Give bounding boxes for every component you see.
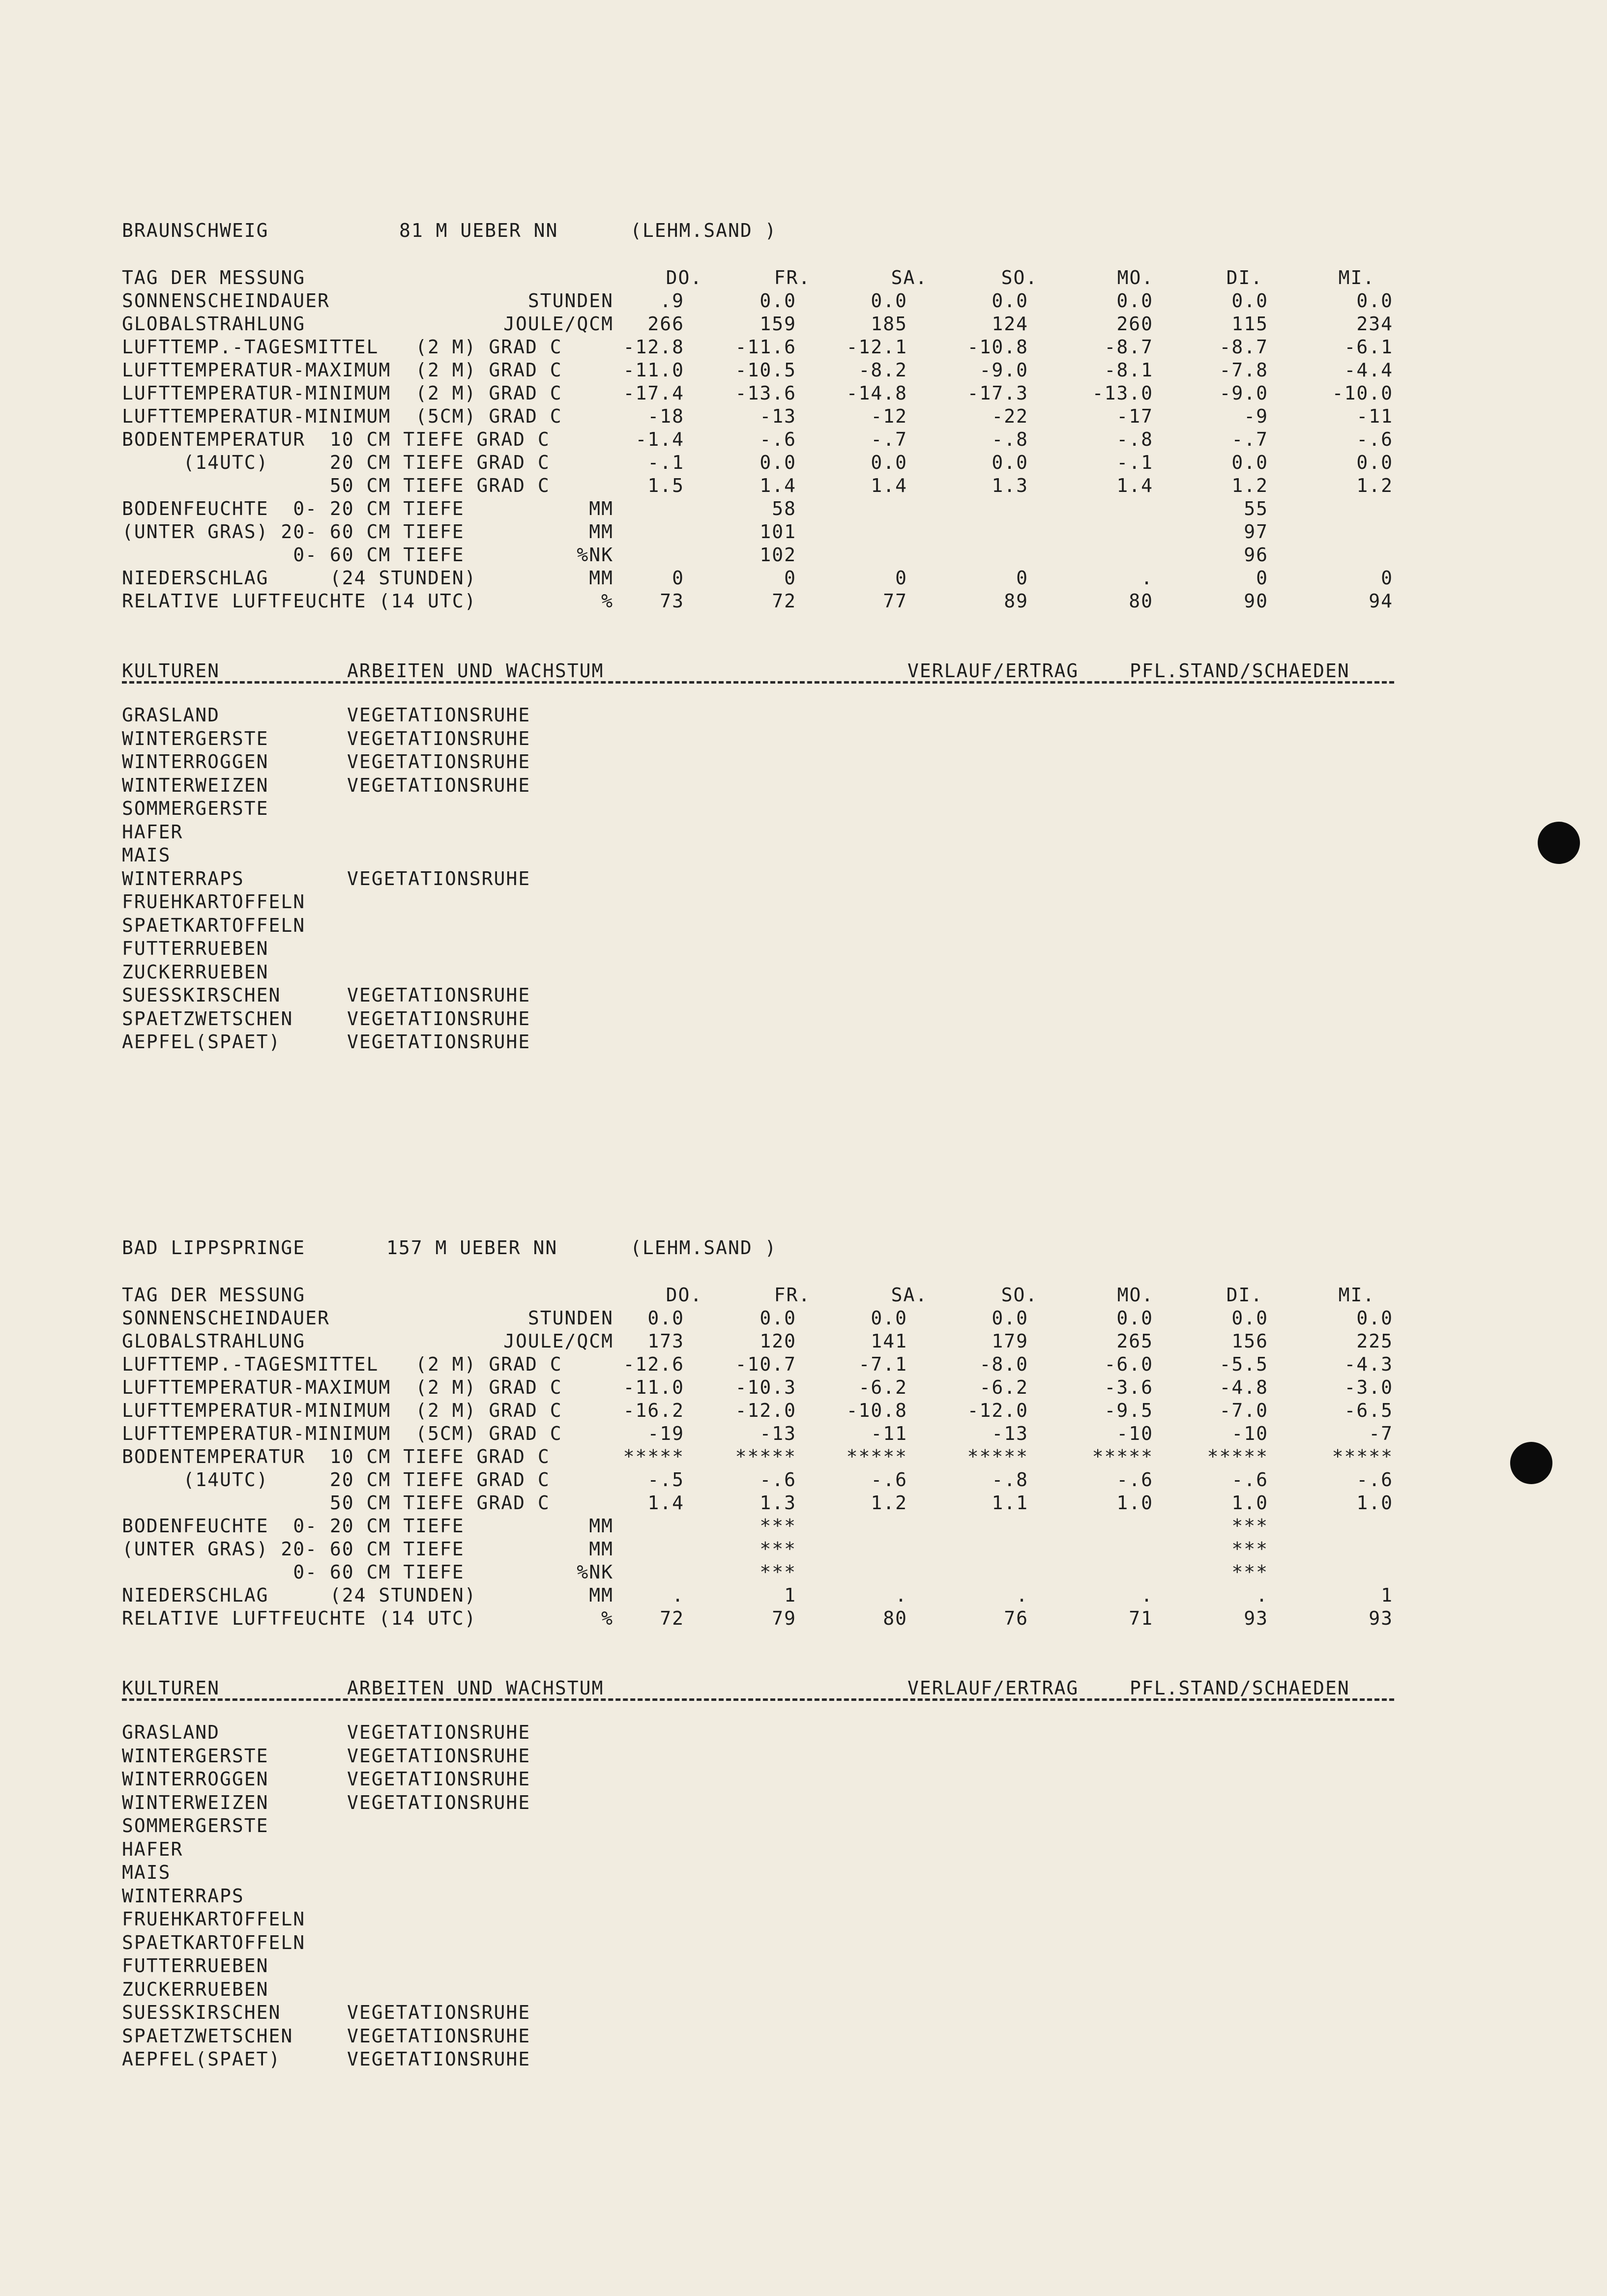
table-cell: 72	[660, 1607, 684, 1629]
row-label: 50 CM TIEFE GRAD C	[122, 475, 550, 496]
crop-name: SUESSKIRSCHEN	[122, 984, 281, 1006]
table-cell: -5.5	[1219, 1353, 1268, 1375]
day-header: SO.	[1001, 267, 1038, 288]
table-cell: 79	[772, 1607, 796, 1629]
table-cell: -4.3	[1344, 1353, 1393, 1375]
table-cell: ***	[1231, 1538, 1268, 1560]
table-cell: -11.0	[623, 1377, 684, 1398]
table-cell: -18	[647, 405, 684, 427]
row-label: SONNENSCHEINDAUER	[122, 290, 330, 312]
row-unit: MM	[589, 498, 614, 519]
table-cell: -.5	[647, 1469, 684, 1491]
table-cell: 1	[784, 1584, 796, 1606]
crop-status: VEGETATIONSRUHE	[347, 704, 531, 726]
table-cell: 0	[1381, 567, 1393, 589]
crop-name: WINTERRAPS	[122, 1885, 244, 1907]
row-unit: MM	[589, 567, 614, 589]
row-unit: STUNDEN	[527, 290, 614, 312]
table-cell: 73	[660, 590, 684, 612]
table-cell: -1.4	[635, 429, 684, 450]
table-cell: -14.8	[846, 382, 907, 404]
crop-status: VEGETATIONSRUHE	[347, 727, 531, 749]
table-cell: 0.0	[760, 290, 796, 312]
row-label: GLOBALSTRAHLUNG	[122, 1330, 306, 1352]
table-cell: 156	[1231, 1330, 1268, 1352]
row-label: BODENTEMPERATUR 10 CM TIEFE GRAD C	[122, 429, 550, 450]
table-cell: 1.0	[1356, 1492, 1393, 1514]
row-label: RELATIVE LUFTFEUCHTE (14 UTC)	[122, 1607, 477, 1629]
table-cell: -3.6	[1104, 1377, 1153, 1398]
dashed-separator	[122, 681, 1394, 684]
table-cell: -10.5	[735, 359, 796, 381]
crop-name: MAIS	[122, 1862, 171, 1883]
station-name: BRAUNSCHWEIG	[122, 220, 269, 241]
row-label: (UNTER GRAS) 20- 60 CM TIEFE	[122, 521, 465, 543]
table-cell: -19	[647, 1423, 684, 1444]
table-cell: 101	[760, 521, 796, 543]
crop-name: SPAETKARTOFFELN	[122, 1931, 306, 1953]
table-cell: -9	[1244, 405, 1268, 427]
table-cell: 0	[672, 567, 684, 589]
table-cell: .	[1016, 1584, 1028, 1606]
day-header: FR.	[774, 267, 811, 288]
table-cell: -13.6	[735, 382, 796, 404]
table-cell: -22	[992, 405, 1028, 427]
table-cell: 96	[1244, 544, 1268, 566]
table-cell: *****	[1207, 1446, 1268, 1467]
day-header: SA.	[891, 1284, 928, 1306]
table-cell: -.6	[1356, 1469, 1393, 1491]
crops-header-verlauf: VERLAUF/ERTRAG	[907, 1677, 1079, 1699]
table-cell: 77	[883, 590, 907, 612]
table-cell: 1.2	[1356, 475, 1393, 496]
day-header: SA.	[891, 267, 928, 288]
table-cell: 141	[871, 1330, 907, 1352]
table-cell: *****	[1332, 1446, 1393, 1467]
table-cell: 93	[1244, 1607, 1268, 1629]
table-cell: .	[672, 1584, 684, 1606]
crops-header-kulturen: KULTUREN	[122, 1677, 220, 1699]
table-cell: -.6	[760, 1469, 796, 1491]
day-header: DI.	[1226, 1284, 1263, 1306]
table-cell: -.8	[1116, 429, 1153, 450]
table-cell: -8.7	[1219, 336, 1268, 358]
table-cell: -8.7	[1104, 336, 1153, 358]
crop-name: FRUEHKARTOFFELN	[122, 1908, 306, 1930]
crops-header-arbeiten: ARBEITEN UND WACHSTUM	[347, 660, 604, 682]
crop-status: VEGETATIONSRUHE	[347, 1007, 531, 1030]
table-cell: .	[1256, 1584, 1268, 1606]
table-cell: 0.0	[871, 452, 907, 473]
row-label: GLOBALSTRAHLUNG	[122, 313, 306, 335]
table-cell: 1.2	[1231, 475, 1268, 496]
crop-name: WINTERWEIZEN	[122, 774, 269, 796]
crop-name: SOMMERGERSTE	[122, 1815, 269, 1837]
table-cell: -10.7	[735, 1353, 796, 1375]
row-label: 50 CM TIEFE GRAD C	[122, 1492, 550, 1514]
crop-name: SUESSKIRSCHEN	[122, 2002, 281, 2023]
row-unit: MM	[589, 1538, 614, 1560]
table-cell: 0.0	[1356, 1307, 1393, 1329]
crop-status: VEGETATIONSRUHE	[347, 1745, 531, 1767]
table-cell: ***	[760, 1561, 796, 1583]
row-label: LUFTTEMPERATUR-MINIMUM (5CM) GRAD C	[122, 1423, 562, 1444]
row-label: (14UTC) 20 CM TIEFE GRAD C	[122, 1469, 550, 1491]
table-cell: -3.0	[1344, 1377, 1393, 1398]
crop-name: SPAETZWETSCHEN	[122, 1007, 293, 1030]
table-cell: .	[1141, 1584, 1153, 1606]
row-label: LUFTTEMPERATUR-MINIMUM (2 M) GRAD C	[122, 382, 562, 404]
row-unit: %NK	[577, 544, 614, 566]
crop-status: VEGETATIONSRUHE	[347, 1791, 531, 1813]
table-cell: 124	[992, 313, 1028, 335]
crop-name: AEPFEL(SPAET)	[122, 2048, 281, 2070]
soil-type: (LEHM.SAND )	[630, 220, 777, 241]
table-cell: -17.3	[967, 382, 1028, 404]
table-cell: 1.0	[1116, 1492, 1153, 1514]
table-cell: -.7	[871, 429, 907, 450]
table-cell: 0.0	[871, 290, 907, 312]
day-header: DI.	[1226, 267, 1263, 288]
table-cell: 58	[772, 498, 796, 519]
table-cell: -12.0	[735, 1400, 796, 1421]
table-cell: *****	[846, 1446, 907, 1467]
crop-name: GRASLAND	[122, 1722, 220, 1743]
row-unit: JOULE/QCM	[503, 1330, 614, 1352]
table-cell: 185	[871, 313, 907, 335]
row-unit: %	[601, 1607, 614, 1629]
crop-name: WINTERROGGEN	[122, 751, 269, 773]
table-cell: 0.0	[647, 1307, 684, 1329]
station-name: BAD LIPPSPRINGE	[122, 1237, 306, 1259]
table-cell: -6.0	[1104, 1353, 1153, 1375]
table-cell: 0.0	[1116, 1307, 1153, 1329]
table-cell: 102	[760, 544, 796, 566]
crop-status: VEGETATIONSRUHE	[347, 2002, 531, 2023]
crop-status: VEGETATIONSRUHE	[347, 984, 531, 1006]
table-cell: 94	[1369, 590, 1393, 612]
day-header: SO.	[1001, 1284, 1038, 1306]
table-cell: -9.5	[1104, 1400, 1153, 1421]
table-cell: 265	[1116, 1330, 1153, 1352]
row-label: BODENTEMPERATUR 10 CM TIEFE GRAD C	[122, 1446, 550, 1467]
table-cell: 0.0	[992, 290, 1028, 312]
crop-name: WINTERWEIZEN	[122, 1791, 269, 1813]
row-label: TAG DER MESSUNG	[122, 267, 306, 288]
crop-name: WINTERRAPS	[122, 867, 244, 890]
table-cell: *****	[1092, 1446, 1153, 1467]
table-cell: -12.0	[967, 1400, 1028, 1421]
table-cell: .	[895, 1584, 907, 1606]
table-cell: 89	[1004, 590, 1028, 612]
table-cell: 80	[1129, 590, 1153, 612]
table-cell: 173	[647, 1330, 684, 1352]
table-cell: -13	[992, 1423, 1028, 1444]
table-cell: 0.0	[760, 452, 796, 473]
table-cell: 0	[784, 567, 796, 589]
row-unit: STUNDEN	[527, 1307, 614, 1329]
table-cell: 90	[1244, 590, 1268, 612]
table-cell: *****	[623, 1446, 684, 1467]
table-cell: -6.2	[979, 1377, 1028, 1398]
table-cell: 1.2	[871, 1492, 907, 1514]
row-label: BODENFEUCHTE 0- 20 CM TIEFE	[122, 1515, 465, 1537]
dashed-separator	[122, 1698, 1394, 1701]
table-cell: ***	[1231, 1561, 1268, 1583]
table-cell: 1.1	[992, 1492, 1028, 1514]
table-cell: -.6	[1116, 1469, 1153, 1491]
crop-name: GRASLAND	[122, 704, 220, 726]
table-cell: 0.0	[992, 452, 1028, 473]
table-cell: 0	[1256, 567, 1268, 589]
table-cell: 0.0	[1231, 452, 1268, 473]
table-cell: -10	[1231, 1423, 1268, 1444]
crop-name: HAFER	[122, 821, 183, 843]
table-cell: -12.1	[846, 336, 907, 358]
table-cell: -.7	[1231, 429, 1268, 450]
table-cell: ***	[760, 1538, 796, 1560]
table-cell: -6.5	[1344, 1400, 1393, 1421]
row-label: 0- 60 CM TIEFE	[122, 1561, 465, 1583]
table-cell: 0.0	[1356, 452, 1393, 473]
crop-name: MAIS	[122, 844, 171, 866]
table-cell: 120	[760, 1330, 796, 1352]
table-cell: -17	[1116, 405, 1153, 427]
table-cell: .	[1141, 567, 1153, 589]
table-cell: 179	[992, 1330, 1028, 1352]
table-cell: -8.2	[858, 359, 907, 381]
row-label: LUFTTEMP.-TAGESMITTEL (2 M) GRAD C	[122, 336, 562, 358]
table-cell: -.6	[871, 1469, 907, 1491]
day-header: DO.	[666, 1284, 703, 1306]
table-cell: 80	[883, 1607, 907, 1629]
row-label: LUFTTEMPERATUR-MINIMUM (5CM) GRAD C	[122, 405, 562, 427]
table-cell: -10	[1116, 1423, 1153, 1444]
crop-status: VEGETATIONSRUHE	[347, 867, 531, 890]
table-cell: -12.8	[623, 336, 684, 358]
crops-header-pfl: PFL.STAND/SCHAEDEN	[1130, 660, 1350, 682]
crop-name: WINTERGERSTE	[122, 1745, 269, 1767]
row-unit: %NK	[577, 1561, 614, 1583]
table-cell: -.6	[1231, 1469, 1268, 1491]
table-cell: 115	[1231, 313, 1268, 335]
station-altitude: 81 M UEBER NN	[399, 220, 558, 241]
table-cell: -13	[760, 405, 796, 427]
table-cell: 93	[1369, 1607, 1393, 1629]
table-cell: -10.3	[735, 1377, 796, 1398]
crops-header-arbeiten: ARBEITEN UND WACHSTUM	[347, 1677, 604, 1699]
row-label: RELATIVE LUFTFEUCHTE (14 UTC)	[122, 590, 477, 612]
row-unit: MM	[589, 1515, 614, 1537]
crop-status: VEGETATIONSRUHE	[347, 751, 531, 773]
table-cell: 1.4	[760, 475, 796, 496]
table-cell: 71	[1129, 1607, 1153, 1629]
table-cell: -4.4	[1344, 359, 1393, 381]
row-label: 0- 60 CM TIEFE	[122, 544, 465, 566]
punch-hole-lower	[1510, 1442, 1552, 1484]
row-label: NIEDERSCHLAG (24 STUNDEN)	[122, 1584, 477, 1606]
crop-name: WINTERGERSTE	[122, 727, 269, 749]
table-cell: 0.0	[871, 1307, 907, 1329]
table-cell: -13	[760, 1423, 796, 1444]
row-label: LUFTTEMPERATUR-MAXIMUM (2 M) GRAD C	[122, 1377, 562, 1398]
table-cell: -13.0	[1092, 382, 1153, 404]
table-cell: 266	[647, 313, 684, 335]
table-cell: -7.8	[1219, 359, 1268, 381]
table-cell: -11.0	[623, 359, 684, 381]
table-cell: 1.4	[1116, 475, 1153, 496]
crop-status: VEGETATIONSRUHE	[347, 2025, 531, 2047]
table-cell: 0	[895, 567, 907, 589]
crop-name: SOMMERGERSTE	[122, 798, 269, 819]
table-cell: 0.0	[1231, 290, 1268, 312]
table-cell: 0	[1016, 567, 1028, 589]
day-header: MO.	[1117, 267, 1154, 288]
table-cell: -.1	[1116, 452, 1153, 473]
table-cell: 159	[760, 313, 796, 335]
table-cell: -6.2	[858, 1377, 907, 1398]
table-cell: ***	[1231, 1515, 1268, 1537]
day-header: MI.	[1338, 267, 1375, 288]
table-cell: 1.3	[992, 475, 1028, 496]
table-cell: 1.0	[1231, 1492, 1268, 1514]
crop-name: FUTTERRUEBEN	[122, 938, 269, 959]
row-label: (UNTER GRAS) 20- 60 CM TIEFE	[122, 1538, 465, 1560]
table-cell: 55	[1244, 498, 1268, 519]
crop-status: VEGETATIONSRUHE	[347, 1031, 531, 1053]
table-cell: 1.3	[760, 1492, 796, 1514]
day-header: FR.	[774, 1284, 811, 1306]
punch-hole-upper	[1538, 822, 1580, 864]
crop-status: VEGETATIONSRUHE	[347, 1722, 531, 1743]
table-cell: 1.4	[647, 1492, 684, 1514]
table-cell: 234	[1356, 313, 1393, 335]
table-cell: -.6	[760, 429, 796, 450]
crops-header-pfl: PFL.STAND/SCHAEDEN	[1130, 1677, 1350, 1699]
crop-name: FRUEHKARTOFFELN	[122, 891, 306, 913]
table-cell: 1.4	[871, 475, 907, 496]
table-cell: 72	[772, 590, 796, 612]
crop-status: VEGETATIONSRUHE	[347, 1768, 531, 1790]
table-cell: *****	[967, 1446, 1028, 1467]
station-altitude: 157 M UEBER NN	[386, 1237, 558, 1259]
row-label: SONNENSCHEINDAUER	[122, 1307, 330, 1329]
table-cell: -12.6	[623, 1353, 684, 1375]
row-label: NIEDERSCHLAG (24 STUNDEN)	[122, 567, 477, 589]
day-header: DO.	[666, 267, 703, 288]
crop-status: VEGETATIONSRUHE	[347, 774, 531, 796]
table-cell: 1.5	[647, 475, 684, 496]
table-cell: -.8	[992, 1469, 1028, 1491]
row-unit: MM	[589, 1584, 614, 1606]
crop-name: HAFER	[122, 1838, 183, 1860]
crop-status: VEGETATIONSRUHE	[347, 2048, 531, 2070]
table-cell: -11.6	[735, 336, 796, 358]
row-label: LUFTTEMPERATUR-MAXIMUM (2 M) GRAD C	[122, 359, 562, 381]
soil-type: (LEHM.SAND )	[630, 1237, 777, 1259]
table-cell: 0.0	[760, 1307, 796, 1329]
table-cell: 0.0	[1231, 1307, 1268, 1329]
table-cell: -10.8	[967, 336, 1028, 358]
table-cell: -.8	[992, 429, 1028, 450]
table-cell: 0.0	[1116, 290, 1153, 312]
table-cell: 0.0	[992, 1307, 1028, 1329]
table-cell: 1	[1381, 1584, 1393, 1606]
row-label: TAG DER MESSUNG	[122, 1284, 306, 1306]
crops-header-kulturen: KULTUREN	[122, 660, 220, 682]
table-cell: 260	[1116, 313, 1153, 335]
table-cell: -11	[871, 1423, 907, 1444]
row-label: LUFTTEMPERATUR-MINIMUM (2 M) GRAD C	[122, 1400, 562, 1421]
table-cell: -8.0	[979, 1353, 1028, 1375]
crop-name: SPAETZWETSCHEN	[122, 2025, 293, 2047]
crop-name: AEPFEL(SPAET)	[122, 1031, 281, 1053]
crop-name: ZUCKERRUEBEN	[122, 1978, 269, 2000]
table-cell: -11	[1356, 405, 1393, 427]
table-cell: -10.0	[1332, 382, 1393, 404]
day-header: MO.	[1117, 1284, 1154, 1306]
row-unit: JOULE/QCM	[503, 313, 614, 335]
crop-name: ZUCKERRUEBEN	[122, 961, 269, 983]
row-label: BODENFEUCHTE 0- 20 CM TIEFE	[122, 498, 465, 519]
table-cell: -10.8	[846, 1400, 907, 1421]
table-cell: 0.0	[1356, 290, 1393, 312]
crops-header-verlauf: VERLAUF/ERTRAG	[907, 660, 1079, 682]
table-cell: *****	[735, 1446, 796, 1467]
table-cell: .9	[660, 290, 684, 312]
table-cell: -7.1	[858, 1353, 907, 1375]
table-cell: ***	[760, 1515, 796, 1537]
table-cell: -.6	[1356, 429, 1393, 450]
table-cell: 97	[1244, 521, 1268, 543]
table-cell: -7.0	[1219, 1400, 1268, 1421]
table-cell: -6.1	[1344, 336, 1393, 358]
table-cell: -17.4	[623, 382, 684, 404]
row-label: (14UTC) 20 CM TIEFE GRAD C	[122, 452, 550, 473]
table-cell: 225	[1356, 1330, 1393, 1352]
table-cell: -7	[1369, 1423, 1393, 1444]
row-label: LUFTTEMP.-TAGESMITTEL (2 M) GRAD C	[122, 1353, 562, 1375]
row-unit: %	[601, 590, 614, 612]
row-unit: MM	[589, 521, 614, 543]
table-cell: -8.1	[1104, 359, 1153, 381]
crop-name: WINTERROGGEN	[122, 1768, 269, 1790]
table-cell: -12	[871, 405, 907, 427]
table-cell: -.1	[647, 452, 684, 473]
table-cell: -4.8	[1219, 1377, 1268, 1398]
crop-name: FUTTERRUEBEN	[122, 1955, 269, 1977]
crop-name: SPAETKARTOFFELN	[122, 914, 306, 936]
table-cell: 76	[1004, 1607, 1028, 1629]
table-cell: -16.2	[623, 1400, 684, 1421]
table-cell: -9.0	[1219, 382, 1268, 404]
table-cell: -9.0	[979, 359, 1028, 381]
day-header: MI.	[1338, 1284, 1375, 1306]
